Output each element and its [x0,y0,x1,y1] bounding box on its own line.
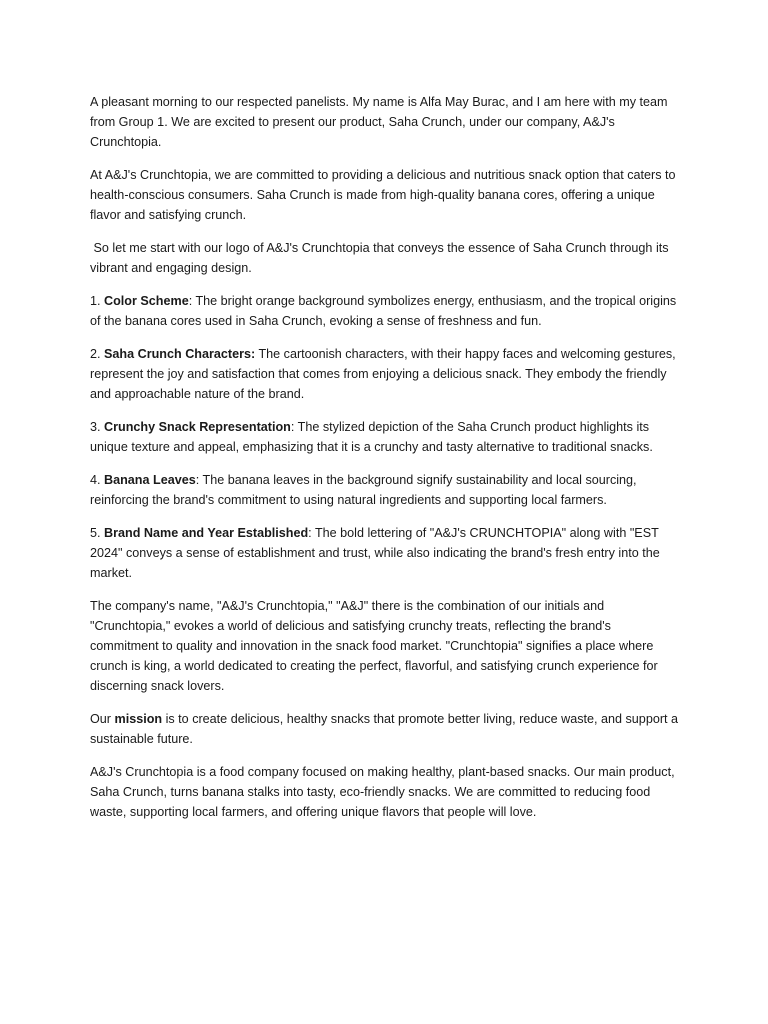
point-title: Brand Name and Year Established [104,526,309,540]
point-number: 5. [90,526,105,540]
commitment-paragraph: At A&J's Crunchtopia, we are committed to providing a delicious and nutritious snack option that caters to health-conscious consumers. Saha Crunch is made from high-quality banana cores, offering a unique flavor and satisfying crunch. [90,168,676,222]
logo-point-snack-representation [90,417,682,457]
point-title: Color Scheme [104,294,189,308]
logo-point-color-scheme [90,291,682,331]
point-text: : The stylized depiction of the Saha Crunch product highlights its unique texture and appeal, emphasizing that it is a crunchy and tasty alternative to traditional snacks. [90,420,653,454]
mission-text: is to create delicious, healthy snacks that promote better living, reduce waste, and support a sustainable future. [90,712,679,746]
closing-paragraph: A&J's Crunchtopia is a food company focused on making healthy, plant-based snacks. Our main product, Saha Crunch, turns banana stalks into tasty, eco-friendly snacks. We are committed to reducing food waste, supporting local farmers, and offering unique flavors that people will love. [90,765,675,819]
point-title: Crunchy Snack Representation [104,420,291,434]
point-text: : The bright orange background symbolizes energy, enthusiasm, and the tropical origins of the banana cores used in Saha Crunch, evoking a sense of freshness and fun. [90,294,677,328]
point-number: 2. [90,347,105,361]
point-text: : The bold lettering of "A&J's CRUNCHTOPIA" along with "EST 2024" conveys a sense of establishment and trust, while also indicating the brand's fresh entry into the market. [90,526,660,580]
document-body [90,92,682,835]
intro-paragraph: A pleasant morning to our respected panelists. My name is Alfa May Burac, and I am here with my team from Group 1. We are excited to present our product, Saha Crunch, under our company, A&J's Crunchtopia. [90,95,668,149]
point-number: 1. [90,294,105,308]
mission-label: mission [114,712,163,726]
mission-prefix: Our [90,712,115,726]
point-title: Banana Leaves [104,473,196,487]
mission-paragraph [90,709,682,749]
point-text: The cartoonish characters, with their happy faces and welcoming gestures, represent the joy and satisfaction that comes from enjoying a delicious snack. They embody the friendly and approachable nature of the brand. [90,347,676,401]
point-text: : The banana leaves in the background signify sustainability and local sourcing, reinforcing the brand's commitment to using natural ingredients and supporting local farmers. [90,473,637,507]
logo-intro-paragraph: So let me start with our logo of A&J's Crunchtopia that conveys the essence of Saha Crunch through its vibrant and engaging design. [90,241,673,275]
point-number: 4. [90,473,105,487]
logo-point-characters [90,344,682,404]
company-name-paragraph: The company's name, "A&J's Crunchtopia," "A&J" there is the combination of our initials and "Crunchtopia," evokes a world of delicious and satisfying crunchy treats, reflecting the brand's commitment to quality and innovation in the snack food market. "Crunchtopia" signifies a place where crunch is king, a world dedicated to creating the perfect, flavorful, and satisfying crunch experience for discerning snack lovers. [90,599,658,693]
logo-point-brand-name [90,523,682,583]
point-title: Saha Crunch Characters: [104,347,256,361]
logo-point-banana-leaves [90,470,682,510]
point-number: 3. [90,420,105,434]
